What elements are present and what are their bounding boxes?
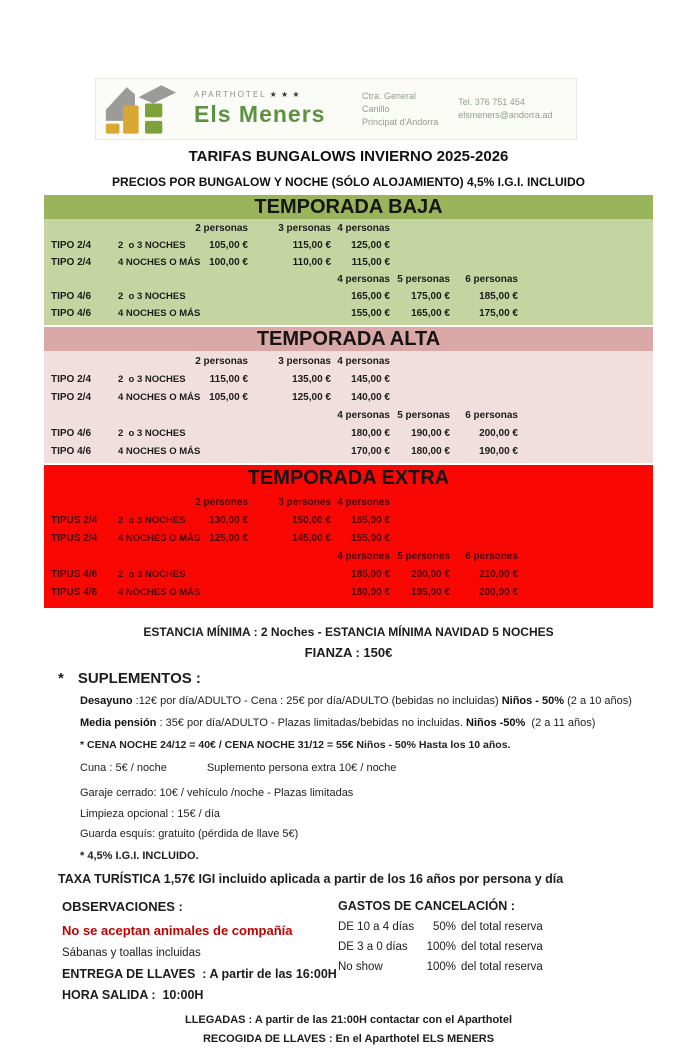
price-cell: 155,00 € — [351, 532, 390, 544]
table-header-row — [44, 493, 653, 511]
col-header: 2 persones — [195, 496, 248, 508]
cancellation-basis: del total reserva — [461, 961, 543, 973]
price-cell: 130,00 € — [209, 514, 248, 526]
arrivals-note: LLEGADAS : A partir de las 21:00H contactar con el Aparthotel — [184, 1014, 512, 1026]
price-cell: 165,00 € — [411, 308, 450, 319]
price-cell: 115,00 € — [209, 373, 248, 385]
breakfast-label: Desayuno — [80, 695, 133, 707]
price-cell: 135,00 € — [292, 373, 331, 385]
cancellation-column — [338, 899, 543, 1002]
supplement-holiday-dinner: * CENA NOCHE 24/12 = 40€ / CENA NOCHE 31/12 = 55€ Niños - 50% Hasta los 10 años. — [80, 739, 511, 751]
bungalow-type: TIPO 2/4 — [51, 391, 92, 403]
tax-included-note: * 4,5% I.G.I. INCLUIDO. — [80, 850, 199, 862]
bungalow-type: TIPO 2/4 — [51, 373, 92, 385]
price-cell: 155,00 € — [351, 308, 390, 319]
price-cell: 145,00 € — [351, 373, 390, 385]
cancellation-percent: 50% — [432, 921, 456, 933]
col-header: 3 persones — [278, 496, 331, 508]
price-cell: 180,00 € — [351, 427, 390, 439]
nights-label: 2 o 3 NOCHES — [118, 291, 186, 302]
table-row — [44, 237, 653, 254]
bungalow-type: TIPO 2/4 — [51, 240, 92, 251]
table-row — [44, 370, 653, 388]
supplement-crib — [80, 762, 697, 774]
price-tables — [44, 195, 653, 608]
linen-included-note: Sábanas y toallas incluidas — [62, 947, 201, 959]
cancellation-row — [338, 941, 543, 953]
observations-heading: OBSERVACIONES : — [62, 899, 183, 914]
price-cell: 105,00 € — [209, 391, 248, 403]
season-extra-title: TEMPORADA EXTRA — [44, 465, 653, 492]
address-line: Canillo — [362, 103, 390, 114]
table-row — [44, 529, 653, 547]
contact-block — [458, 96, 552, 122]
table-row — [44, 511, 653, 529]
price-cell: 145,00 € — [292, 532, 331, 544]
supplement-breakfast — [80, 695, 697, 707]
cancellation-row — [338, 961, 543, 973]
phone-number: Tel. 376 751 454 — [458, 97, 525, 107]
page-title: TARIFAS BUNGALOWS INVIERNO 2025-2026 — [188, 148, 509, 165]
supplement-ski-storage: Guarda esquís: gratuito (pérdida de llave 5€) — [80, 828, 299, 840]
supplement-cleaning: Limpieza opcional : 15€ / día — [80, 808, 221, 820]
key-pickup-note: RECOGIDA DE LLAVES : En el Aparthotel ELS MENERS — [202, 1033, 495, 1045]
season-alta-title: TEMPORADA ALTA — [44, 327, 653, 351]
price-cell: 180,00 € — [351, 586, 390, 598]
col-header: 5 personas — [397, 274, 450, 285]
breakfast-text: :12€ por día/ADULTO - Cena : 25€ por día/ADULTO (bebidas no incluidas) — [132, 695, 502, 707]
col-header: 2 personas — [195, 223, 248, 234]
extra-person-price: Suplemento persona extra 10€ / noche — [206, 762, 397, 774]
supplement-garage: Garaje cerrado: 10€ / vehículo /noche - Plazas limitadas — [80, 787, 354, 799]
col-header: 2 personas — [195, 355, 248, 367]
price-cell: 190,00 € — [479, 445, 518, 457]
col-header: 4 personas — [337, 409, 390, 421]
bungalow-type: TIPUS 2/4 — [51, 532, 98, 544]
nights-label: 2 o 3 NOCHES — [118, 568, 186, 580]
nights-label: 4 NOCHES O MÁS — [118, 257, 201, 268]
price-cell: 140,00 € — [351, 391, 390, 403]
table-row — [44, 305, 653, 322]
nights-label: 4 NOCHES O MÁS — [118, 586, 201, 598]
rating-stars-icon: ★ ★ ★ — [269, 90, 301, 99]
nights-label: 2 o 3 NOCHES — [118, 514, 186, 526]
table-row — [44, 388, 653, 406]
table-header-row — [44, 352, 653, 370]
table-row — [44, 424, 653, 442]
season-baja-title: TEMPORADA BAJA — [44, 195, 653, 219]
season-baja — [44, 195, 653, 325]
page-subtitle: PRECIOS POR BUNGALOW Y NOCHE (SÓLO ALOJAMIENTO) 4,5% I.G.I. INCLUIDO — [112, 175, 585, 189]
halfboard-label: Media pensión — [80, 717, 157, 729]
col-header: 4 personas — [337, 355, 390, 367]
supplements-heading — [58, 670, 697, 687]
observations-section — [62, 899, 653, 1002]
hotel-logo-icon — [104, 83, 186, 135]
address-line: Ctra. General — [362, 90, 417, 101]
table-row — [44, 288, 653, 305]
cancellation-row — [338, 921, 543, 933]
price-cell: 200,00 € — [479, 586, 518, 598]
asterisk: * — [58, 670, 64, 687]
halfboard-text: : 35€ por día/ADULTO - Plazas limitadas/bebidas no incluidas. — [156, 717, 466, 729]
col-header: 6 persones — [465, 550, 518, 562]
bungalow-type: TIPO 2/4 — [51, 257, 92, 268]
table-row — [44, 442, 653, 460]
season-alta-table — [44, 351, 653, 463]
cancellation-period: DE 10 a 4 días — [338, 921, 415, 933]
table-row — [44, 254, 653, 271]
bungalow-type: TIPUS 4/6 — [51, 568, 98, 580]
price-cell: 150,00 € — [292, 514, 331, 526]
crib-price: Cuna : 5€ / noche — [80, 762, 167, 774]
price-cell: 185,00 € — [479, 291, 518, 302]
supplements-heading-label: SUPLEMENTOS : — [77, 670, 201, 687]
brand-block — [194, 90, 344, 128]
col-header: 4 personas — [337, 274, 390, 285]
nights-label: 2 o 3 NOCHES — [118, 373, 186, 385]
price-cell: 100,00 € — [209, 257, 248, 268]
children-discount-label: Niños - 50% — [501, 695, 565, 707]
col-header: 4 persones — [337, 550, 390, 562]
price-cell: 190,00 € — [411, 427, 450, 439]
checkout-time-note: HORA SALIDA : 10:00H — [62, 988, 204, 1002]
table-header-row — [44, 406, 653, 424]
nights-label: 2 o 3 NOCHES — [118, 427, 186, 439]
price-cell: 185,00 € — [351, 568, 390, 580]
tourist-tax-note: TAXA TURÍSTICA 1,57€ IGI incluido aplicada a partir de los 16 años por persona y día — [58, 872, 564, 886]
nights-label: 4 NOCHES O MÁS — [118, 532, 201, 544]
price-cell: 115,00 € — [292, 240, 331, 251]
season-extra — [44, 465, 653, 608]
price-cell: 175,00 € — [411, 291, 450, 302]
price-cell: 110,00 € — [292, 257, 331, 268]
table-row — [44, 565, 653, 583]
price-cell: 200,00 € — [411, 568, 450, 580]
col-header: 3 personas — [278, 355, 331, 367]
children-age-range: (2 a 11 años) — [525, 717, 596, 729]
col-header: 3 personas — [278, 223, 331, 234]
cancellation-percent: 100% — [426, 941, 456, 953]
nights-label: 2 o 3 NOCHES — [118, 240, 186, 251]
price-cell: 175,00 € — [479, 308, 518, 319]
observations-column — [62, 899, 338, 1002]
table-header-row — [44, 271, 653, 288]
brand-category — [194, 90, 344, 99]
bungalow-type: TIPUS 2/4 — [51, 514, 98, 526]
children-discount-label: Niños -50% — [466, 717, 526, 729]
cancellation-basis: del total reserva — [461, 941, 543, 953]
price-cell: 195,00 € — [411, 586, 450, 598]
price-cell: 180,00 € — [411, 445, 450, 457]
price-cell: 125,00 € — [209, 532, 248, 544]
bungalow-type: TIPO 4/6 — [51, 445, 92, 457]
cancellation-basis: del total reserva — [461, 921, 543, 933]
bungalow-type: TIPO 4/6 — [51, 291, 92, 302]
nights-label: 4 NOCHES O MÁS — [118, 391, 201, 403]
bungalow-type: TIPO 4/6 — [51, 308, 92, 319]
brand-small-label: APARTHOTEL — [194, 90, 267, 99]
price-cell: 125,00 € — [292, 391, 331, 403]
table-header-row — [44, 220, 653, 237]
key-delivery-note: ENTREGA DE LLAVES : A partir de las 16:00H — [62, 967, 337, 981]
season-baja-table — [44, 219, 653, 325]
season-alta — [44, 327, 653, 463]
bungalow-type: TIPO 4/6 — [51, 427, 92, 439]
table-row — [44, 583, 653, 601]
price-cell: 170,00 € — [351, 445, 390, 457]
col-header: 4 personas — [337, 223, 390, 234]
cancellation-percent: 100% — [426, 961, 456, 973]
deposit-note: FIANZA : 150€ — [304, 645, 393, 660]
price-cell: 115,00 € — [351, 257, 390, 268]
season-extra-table — [44, 492, 653, 604]
col-header: 6 personas — [465, 409, 518, 421]
letterhead — [95, 78, 577, 140]
price-cell: 125,00 € — [351, 240, 390, 251]
minimum-stay-note: ESTANCIA MÍNIMA : 2 Noches - ESTANCIA MÍNIMA NAVIDAD 5 NOCHES — [143, 625, 554, 639]
email-address: elsmeners@andorra.ad — [458, 110, 553, 120]
children-age-range: (2 a 10 años) — [564, 695, 632, 707]
nights-label: 4 NOCHES O MÁS — [118, 445, 201, 457]
bungalow-type: TIPUS 4/6 — [51, 586, 98, 598]
nights-label: 4 NOCHES O MÁS — [118, 308, 201, 319]
col-header: 5 persones — [397, 550, 450, 562]
col-header: 6 personas — [465, 274, 518, 285]
price-cell: 200,00 € — [479, 427, 518, 439]
price-cell: 105,00 € — [209, 240, 248, 251]
address-block — [362, 90, 438, 129]
address-line: Principat d'Andorra — [362, 116, 439, 127]
cancellation-period: No show — [338, 961, 383, 973]
price-cell: 165,00 € — [351, 291, 390, 302]
supplement-halfboard — [80, 717, 697, 729]
cancellation-period: DE 3 a 0 días — [338, 941, 408, 953]
brand-name: Els Meners — [194, 101, 326, 127]
col-header: 4 persones — [337, 496, 390, 508]
table-header-row — [44, 547, 653, 565]
footer-notes — [0, 1011, 697, 1049]
cancellation-heading: GASTOS DE CANCELACIÓN : — [338, 899, 515, 913]
price-cell: 210,00 € — [479, 568, 518, 580]
price-cell: 165,00 € — [351, 514, 390, 526]
no-pets-warning: No se aceptan animales de compañía — [62, 923, 293, 938]
col-header: 5 personas — [397, 409, 450, 421]
